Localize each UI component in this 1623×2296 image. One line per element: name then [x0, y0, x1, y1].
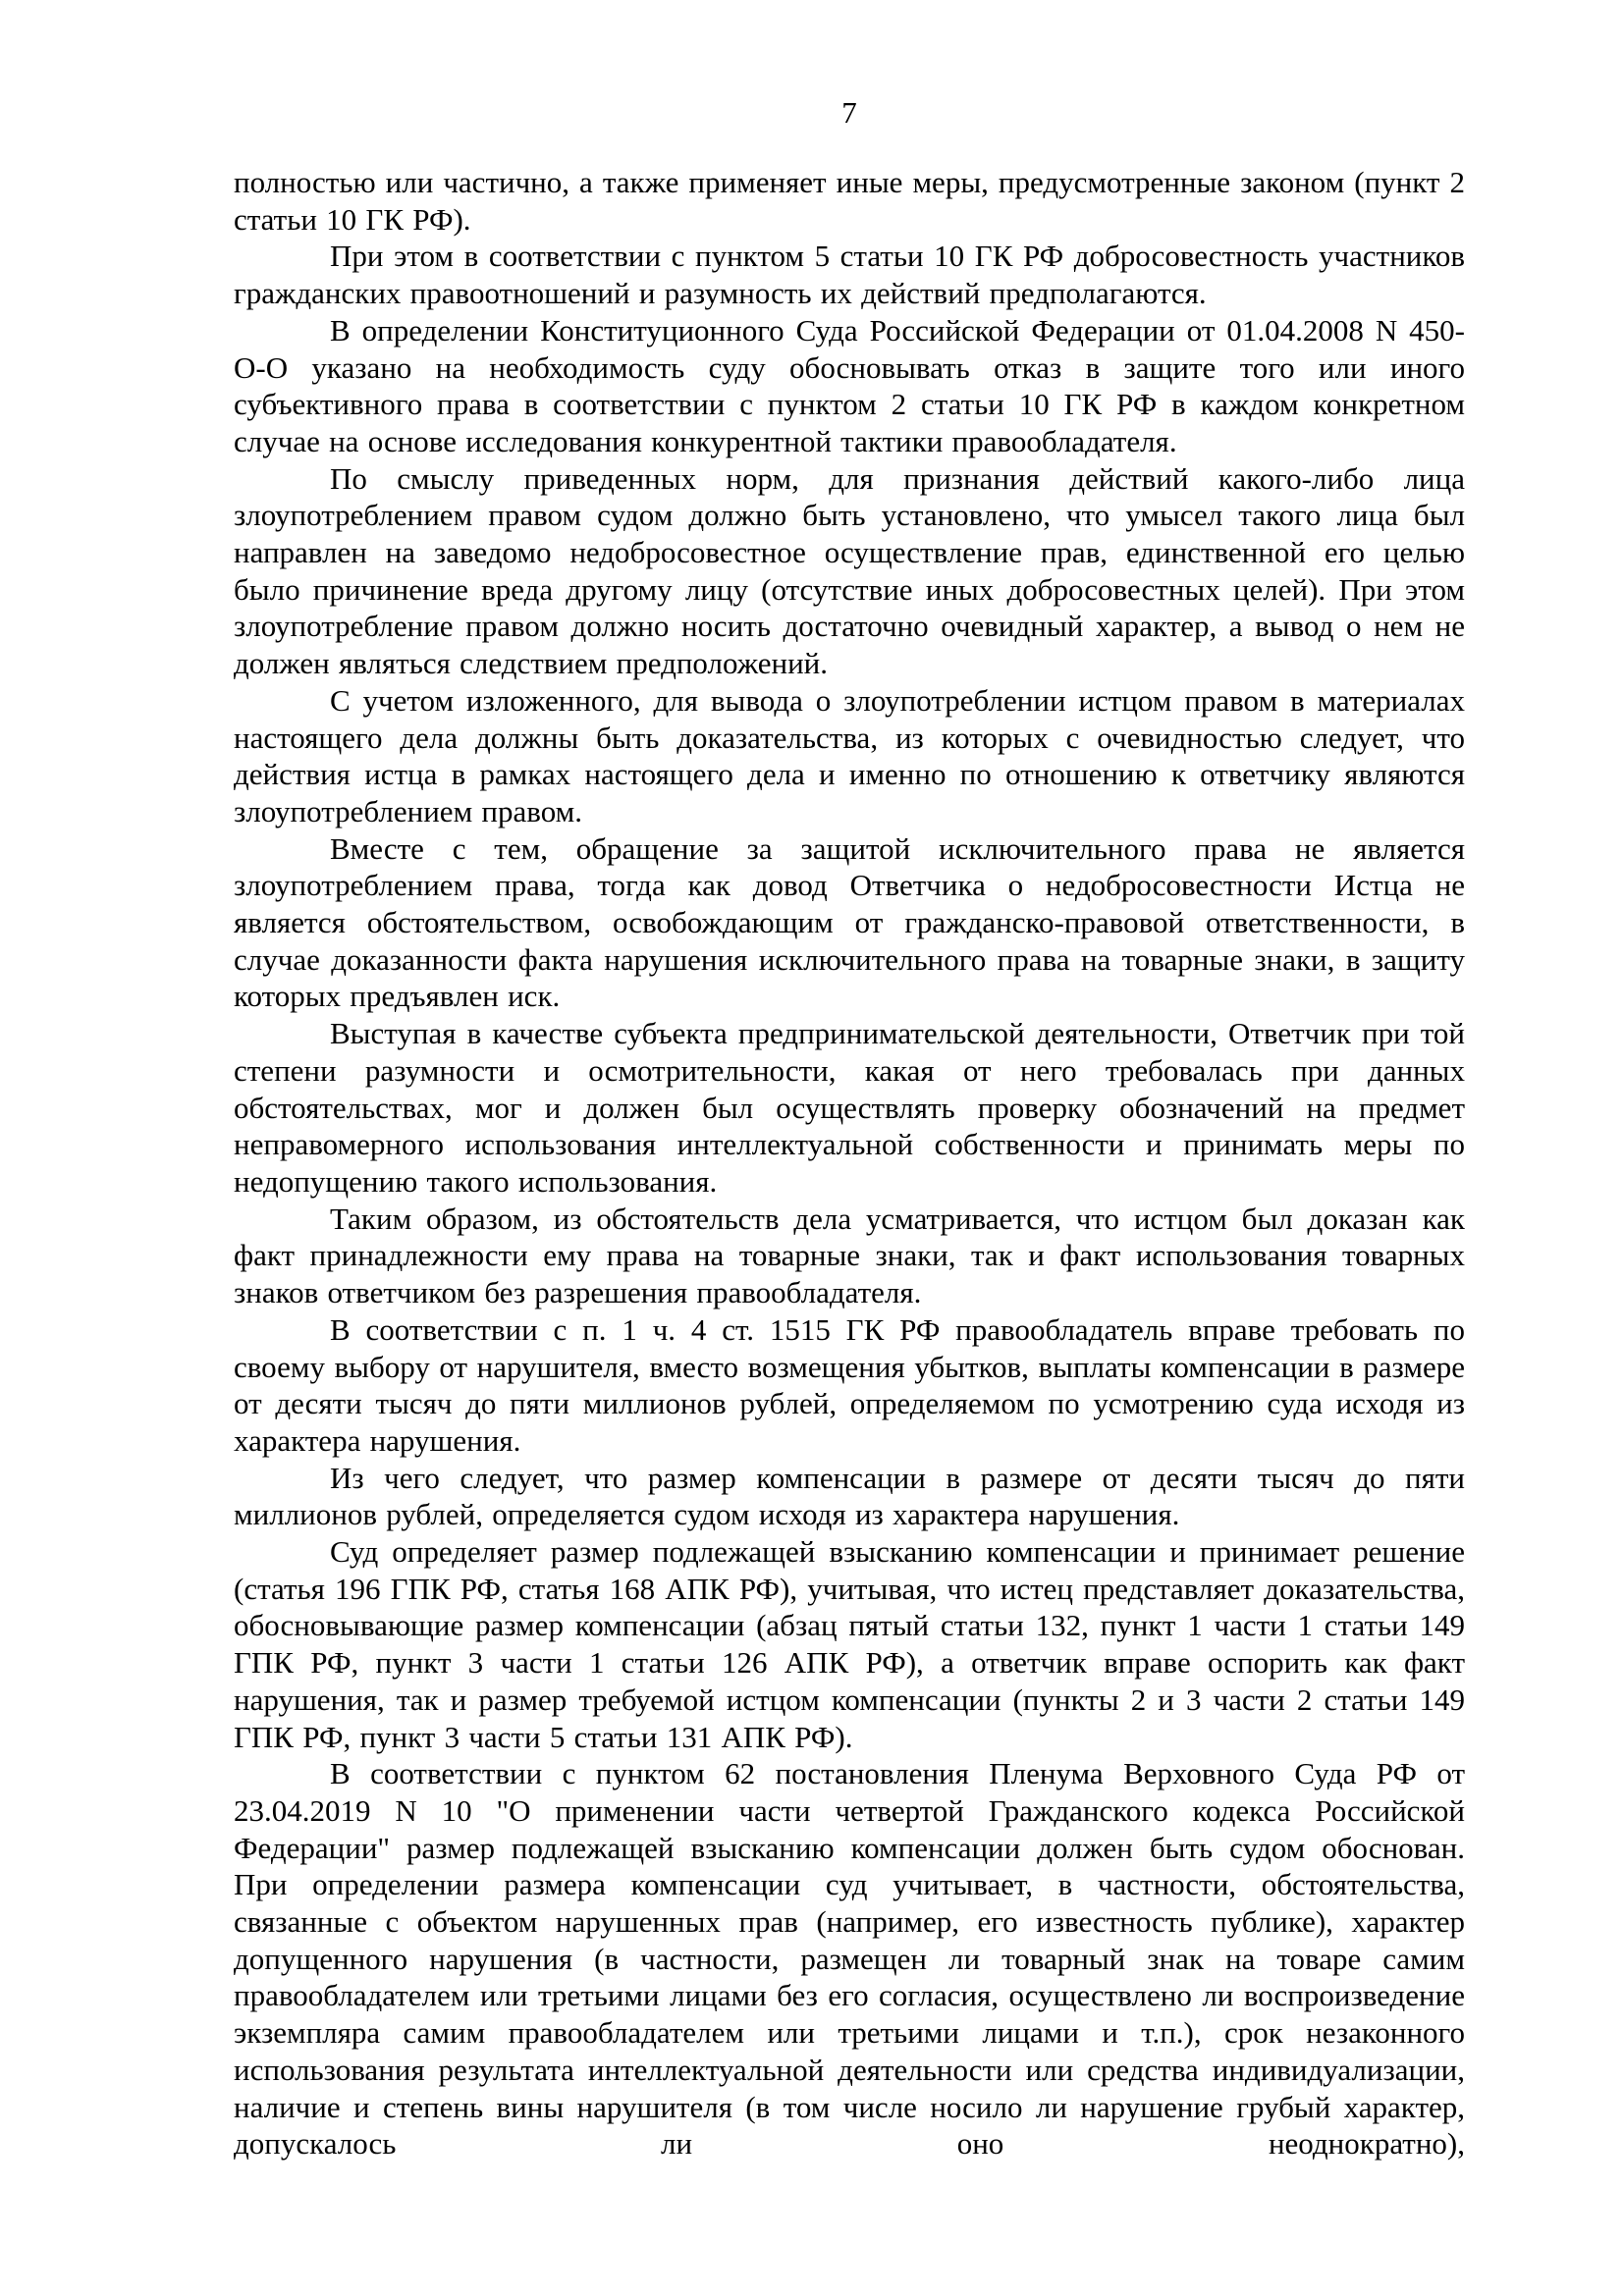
page-content: [234, 94, 1465, 2163]
paragraph: В определении Конституционного Суда Российской Федерации от 01.04.2008 N 450-О-О указано на необходимость суду обосновывать отказ в защите того или иного субъективного права в соответствии с пунктом 2 статьи 10 ГК РФ в каждом конкретном случае на основе исследования конкурентной тактики правообладателя.: [234, 312, 1465, 458]
paragraph: По смыслу приведенных норм, для признания действий какого-либо лица злоупотреблением правом судом должно быть установлено, что умысел такого лица был направлен на заведомо недобросовестное осуществление прав, единственной его целью было причинение вреда другому лицу (отсутствие иных добросовестных целей). При этом злоупотребление правом должно носить достаточно очевидный характер, а вывод о нем не должен являться следствием предположений.: [234, 460, 1465, 681]
page-number: 7: [841, 95, 857, 130]
paragraph-continuation: полностью или частично, а также применяет иные меры, предусмотренные законом (пункт 2 статьи 10 ГК РФ).: [234, 165, 1465, 237]
body-text: [234, 164, 1465, 2163]
paragraph-continues-next-page: В соответствии с пунктом 62 постановления Пленума Верховного Суда РФ от 23.04.2019 N 10 "О применении части четвертой Гражданского кодекса Российской Федерации" размер подлежащей взысканию компенсации должен быть судом обоснован. При определении размера компенсации суд учитывает, в частности, обстоятельства, связанные с объектом нарушенных прав (например, его известность публике), характер допущенного нарушения (в частности, размещен ли товарный знак на товаре самим правообладателем или третьими лицами без его согласия, осуществлено ли воспроизведение экземпляра самим правообладателем или третьими лицами и т.п.), срок незаконного использования результата интеллектуальной деятельности или средства индивидуализации, наличие и степень вины нарушителя (в том числе носило ли нарушение грубый характер, допускалось ли оно неоднократно),: [234, 1756, 1465, 2162]
paragraph: В соответствии с п. 1 ч. 4 ст. 1515 ГК РФ правообладатель вправе требовать по своему выбору от нарушителя, вместо возмещения убытков, выплаты компенсации в размере от десяти тысяч до пяти миллионов рублей, определяемом по усмотрению суда исходя из характера нарушения.: [234, 1311, 1465, 1458]
paragraph: Вместе с тем, обращение за защитой исключительного права не является злоупотреблением права, тогда как довод Ответчика о недобросовестности Истца не является обстоятельством, освобождающим от гражданско-правовой ответственности, в случае доказанности факта нарушения исключительного права на товарные знаки, в защиту которых предъявлен иск.: [234, 830, 1465, 1014]
paragraph: Из чего следует, что размер компенсации в размере от десяти тысяч до пяти миллионов рублей, определяется судом исходя из характера нарушения.: [234, 1460, 1465, 1532]
paragraph: Суд определяет размер подлежащей взысканию компенсации и принимает решение (статья 196 ГПК РФ, статья 168 АПК РФ), учитывая, что истец представляет доказательства, обосновывающие размер компенсации (абзац пятый статьи 132, пункт 1 части 1 статьи 149 ГПК РФ, пункт 3 части 1 статьи 126 АПК РФ), а ответчик вправе оспорить как факт нарушения, так и размер требуемой истцом компенсации (пункты 2 и 3 части 2 статьи 149 ГПК РФ, пункт 3 части 5 статьи 131 АПК РФ).: [234, 1534, 1465, 1754]
paragraph: С учетом изложенного, для вывода о злоупотреблении истцом правом в материалах настоящего дела должны быть доказательства, из которых с очевидностью следует, что действия истца в рамках настоящего дела и именно по отношению к ответчику являются злоупотреблением правом.: [234, 682, 1465, 828]
paragraph: При этом в соответствии с пунктом 5 статьи 10 ГК РФ добросовестность участников гражданских правоотношений и разумность их действий предполагаются.: [234, 239, 1465, 311]
paragraph: Таким образом, из обстоятельств дела усматривается, что истцом был доказан как факт принадлежности ему права на товарные знаки, так и факт использования товарных знаков ответчиком без разрешения правообладателя.: [234, 1201, 1465, 1310]
paragraph: Выступая в качестве субъекта предпринимательской деятельности, Ответчик при той степени разумности и осмотрительности, какая от него требовалась при данных обстоятельствах, мог и должен был осуществлять проверку обозначений на предмет неправомерного использования интеллектуальной собственности и принимать меры по недопущению такого использования.: [234, 1016, 1465, 1199]
